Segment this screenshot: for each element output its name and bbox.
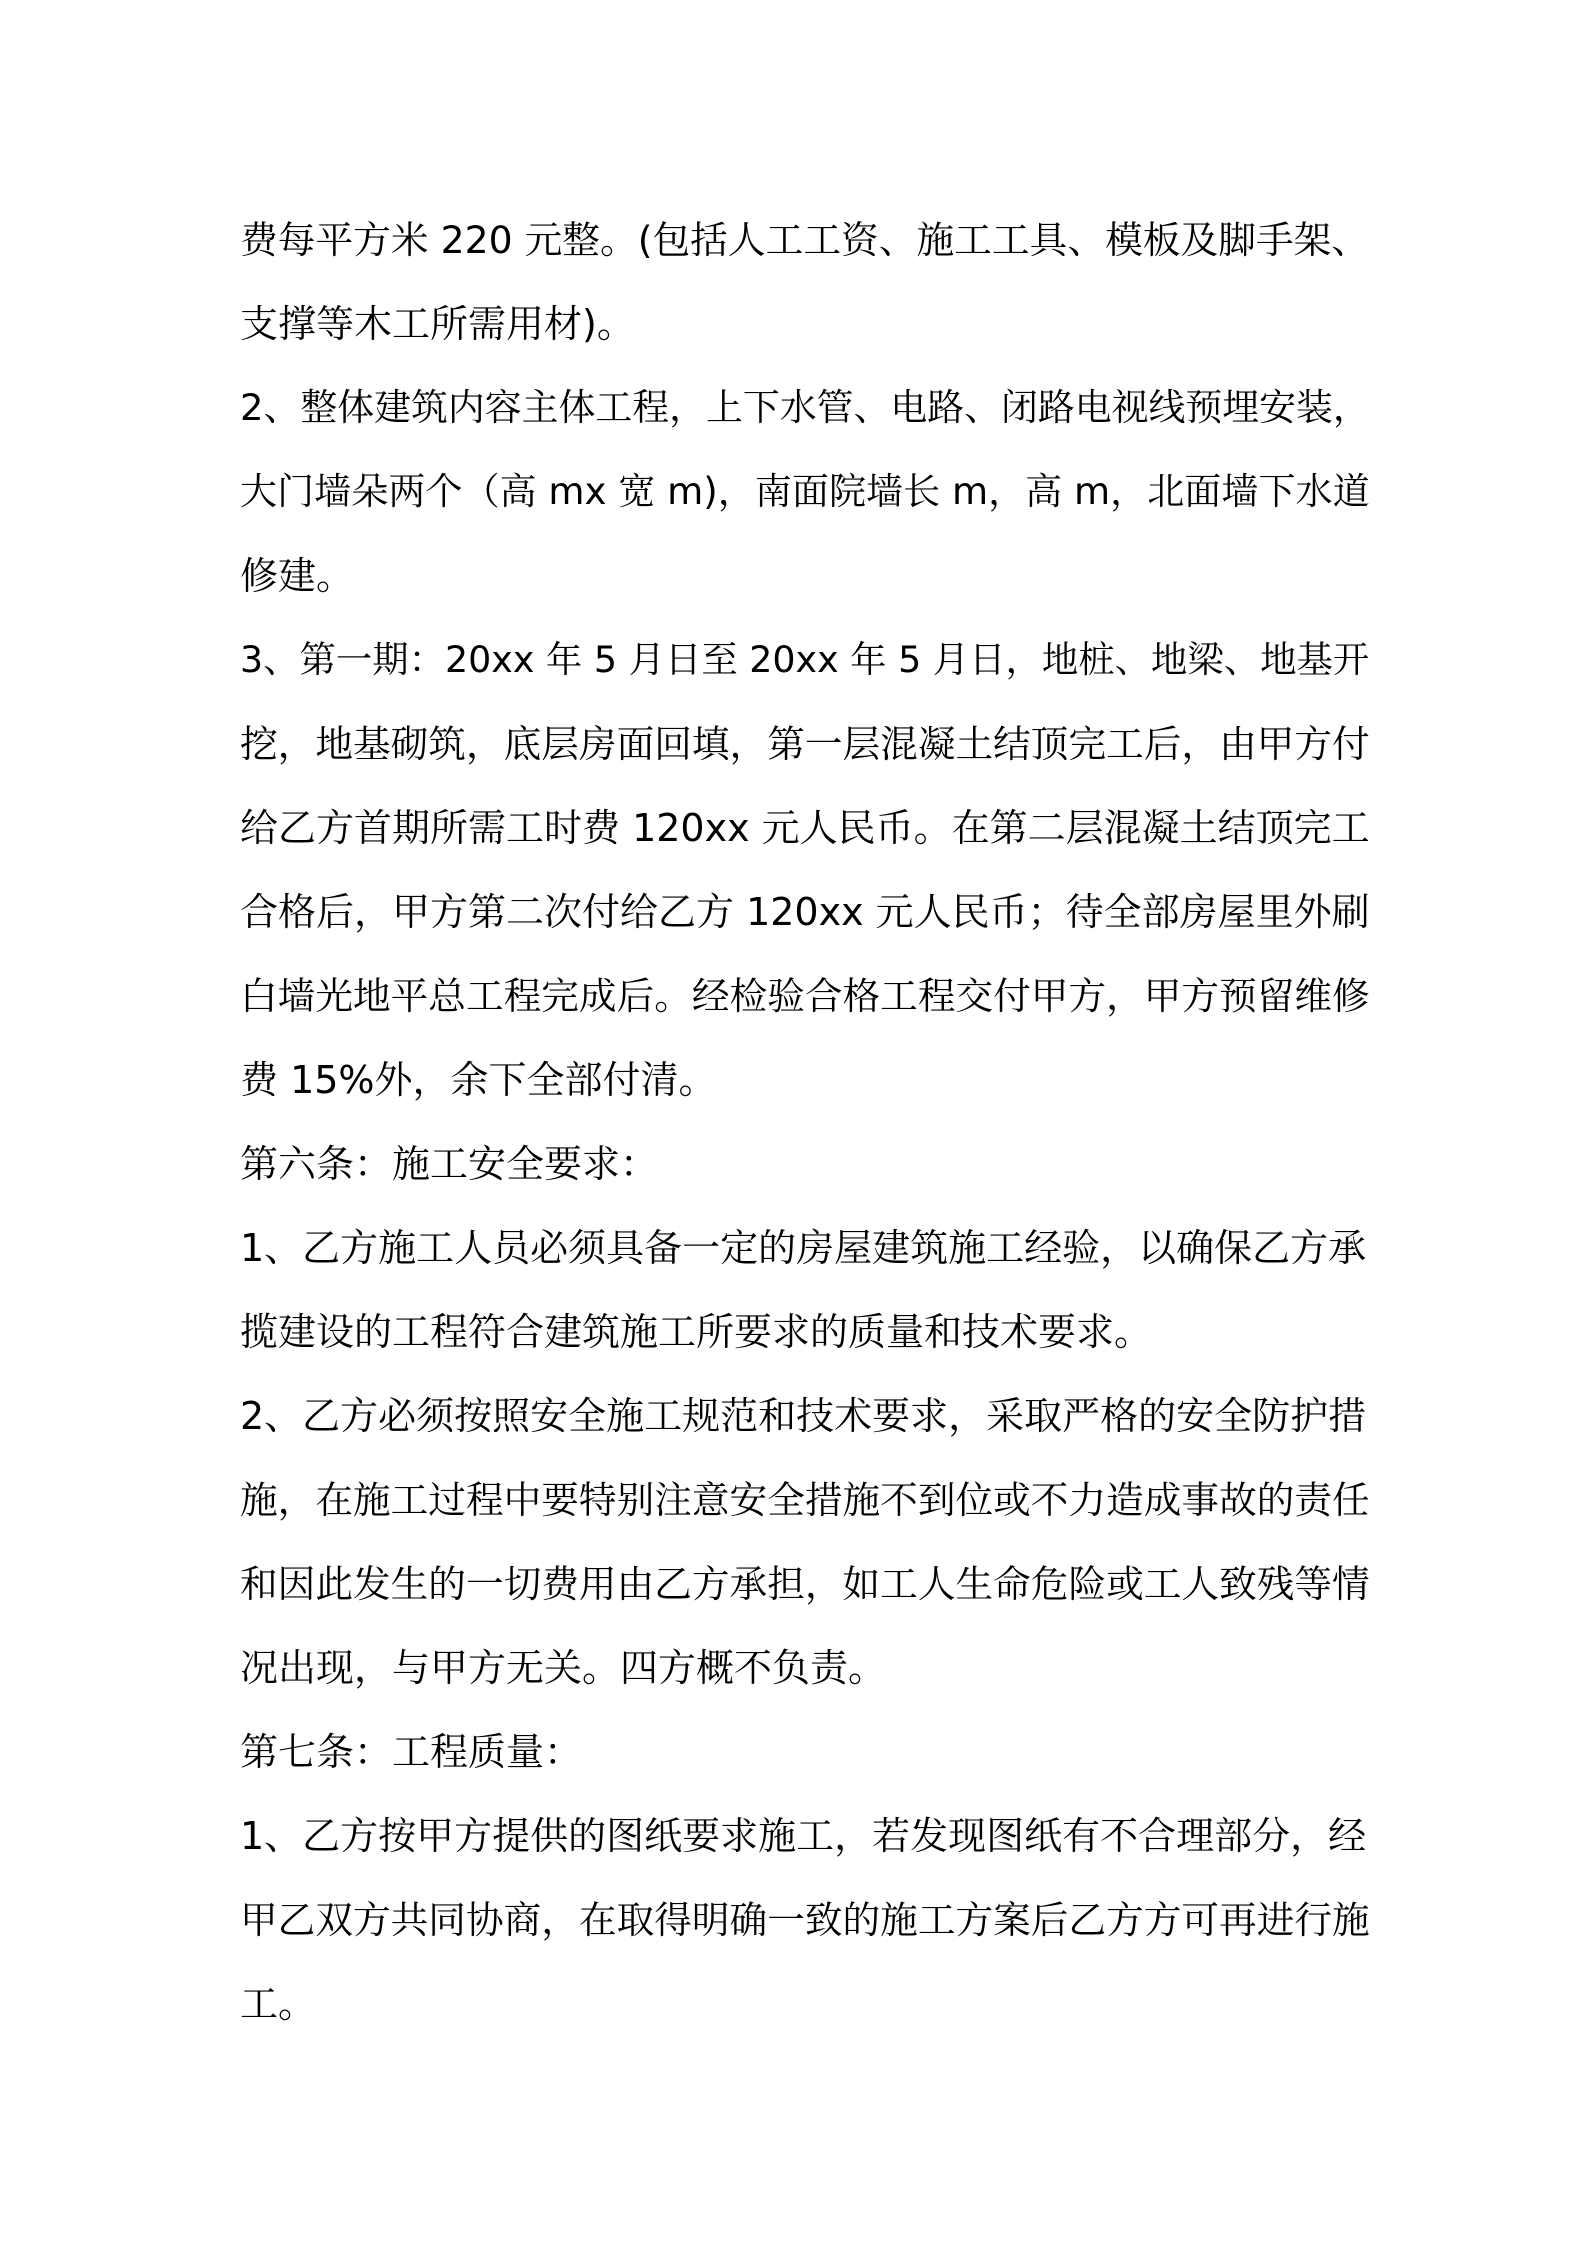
text-line: 白墙光地平总工程完成后。经检验合格工程交付甲方，甲方预留维修 xyxy=(240,974,1370,1018)
text-line: 支撑等木工所需用材)。 xyxy=(240,302,635,346)
section-heading: 第七条：工程质量： xyxy=(240,1730,583,1774)
text-line: 工。 xyxy=(240,1982,317,2026)
text-line: 修建。 xyxy=(240,554,355,598)
text-line: 挖，地基砌筑，底层房面回填，第一层混凝土结顶完工后，由甲方付 xyxy=(240,722,1370,766)
text-line: 费 15%外，余下全部付清。 xyxy=(240,1058,717,1102)
text-line: 2、整体建筑内容主体工程，上下水管、电路、闭路电视线预埋安装， xyxy=(240,386,1370,429)
section-heading: 第六条：施工安全要求： xyxy=(240,1142,659,1186)
text-line: 1、乙方施工人员必须具备一定的房屋建筑施工经验，以确保乙方承 xyxy=(240,1226,1367,1270)
text-line: 揽建设的工程符合建筑施工所要求的质量和技术要求。 xyxy=(240,1310,1153,1354)
text-line: 况出现，与甲方无关。四方概不负责。 xyxy=(240,1646,887,1690)
text-line: 2、乙方必须按照安全施工规范和技术要求，采取严格的安全防护措 xyxy=(240,1394,1367,1438)
document-body xyxy=(240,198,1370,2046)
text-line: 3、第一期：20xx 年 5 月日至 20xx 年 5 月日，地桩、地梁、地基开 xyxy=(240,638,1370,681)
text-line: 费每平方米 220 元整。(包括人工工资、施工工具、模板及脚手架、 xyxy=(240,218,1370,262)
text-line: 合格后，甲方第二次付给乙方 120xx 元人民币；待全部房屋里外刷 xyxy=(240,890,1370,934)
text-line: 给乙方首期所需工时费 120xx 元人民币。在第二层混凝土结顶完工 xyxy=(240,806,1370,850)
text-line: 大门墙朵两个（高 mx 宽 m)，南面院墙长 m，高 m，北面墙下水道 xyxy=(240,470,1370,513)
text-line: 1、乙方按甲方提供的图纸要求施工，若发现图纸有不合理部分，经 xyxy=(240,1814,1367,1858)
text-line: 施，在施工过程中要特别注意安全措施不到位或不力造成事故的责任 xyxy=(240,1478,1370,1522)
text-line: 甲乙双方共同协商，在取得明确一致的施工方案后乙方方可再进行施 xyxy=(240,1898,1370,1942)
text-line: 和因此发生的一切费用由乙方承担，如工人生命危险或工人致残等情 xyxy=(240,1562,1370,1606)
